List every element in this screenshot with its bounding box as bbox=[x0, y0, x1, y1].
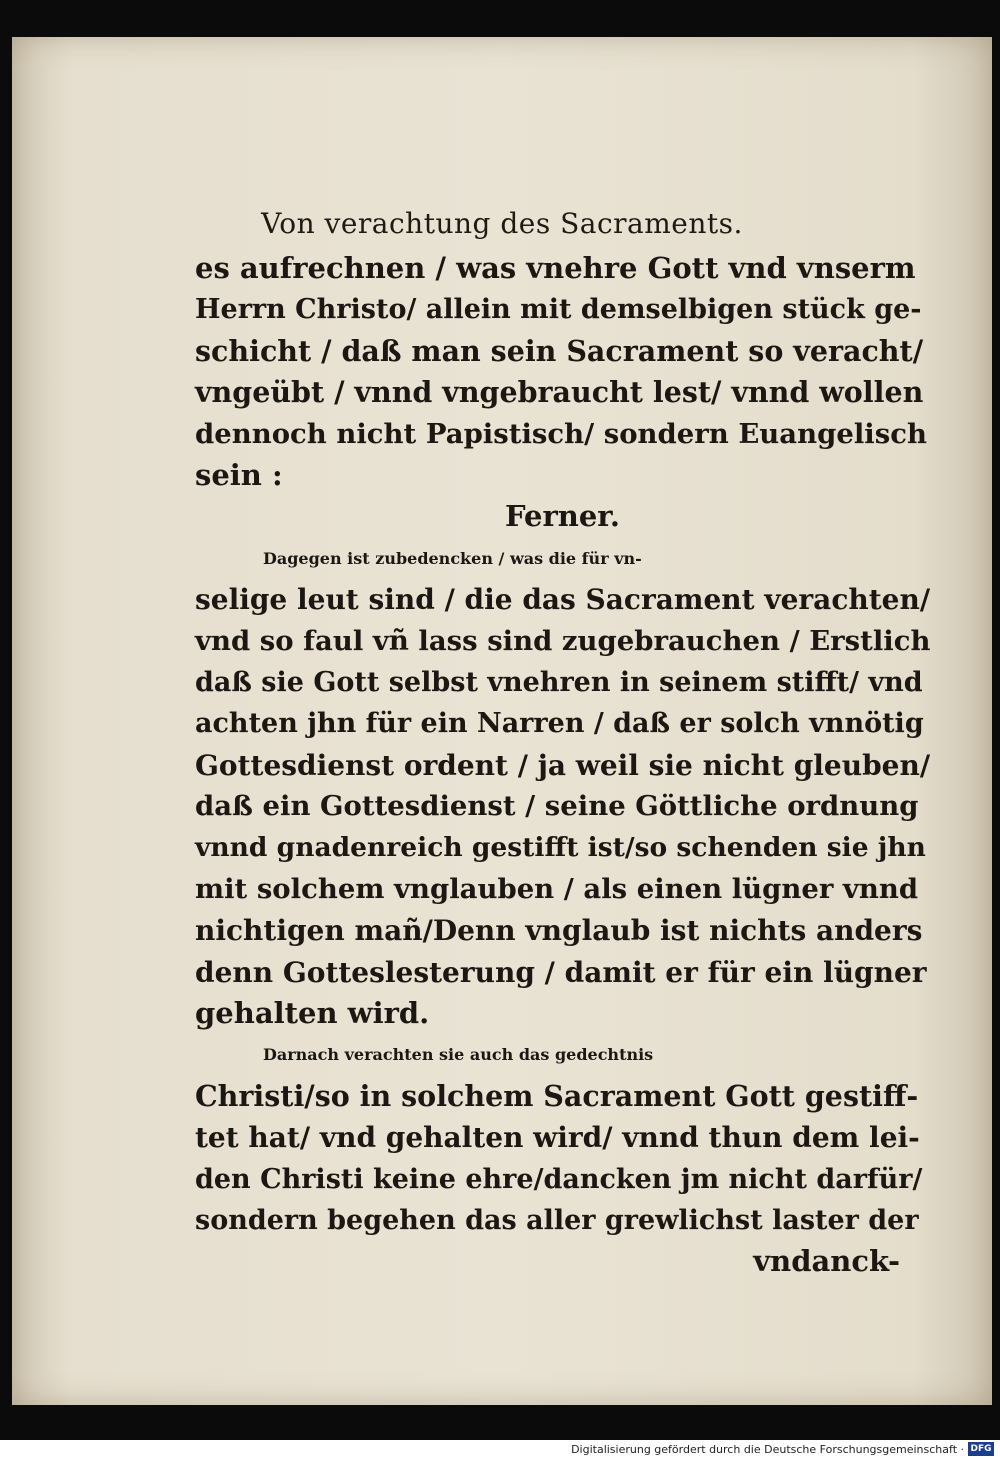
running-header: Von verachtung des Sacraments. bbox=[261, 207, 743, 240]
text-line: sein : bbox=[195, 457, 283, 492]
text-line: achten jhn für ein Narren / daß er solch vnnötig bbox=[195, 708, 924, 740]
section-title: Ferner. bbox=[505, 499, 620, 534]
paragraph-first-line: Dagegen ist zubedencken / was die für vn- bbox=[263, 548, 642, 568]
text-line: gehalten wird. bbox=[195, 996, 430, 1031]
dfg-logo[interactable]: DFG bbox=[968, 1442, 994, 1456]
text-line: nichtigen mañ/Denn vnglaub ist nichts anders bbox=[195, 914, 923, 948]
text-line: Herrn Christo/ allein mit demselbigen stück ge- bbox=[195, 294, 922, 326]
catchword: vndanck- bbox=[753, 1244, 900, 1279]
text-line: dennoch nicht Papistisch/ sondern Euangelisch bbox=[195, 417, 927, 450]
text-line: tet hat/ vnd gehalten wird/ vnnd thun dem lei- bbox=[195, 1121, 920, 1155]
page-body bbox=[195, 248, 930, 1283]
paragraph-first-line: Darnach verachten sie auch das gedechtnis bbox=[263, 1045, 654, 1065]
text-line: vngeübt / vnnd vngebraucht lest/ vnnd wollen bbox=[195, 375, 924, 410]
text-line: mit solchem vnglauben / als einen lügner vnnd bbox=[195, 872, 919, 905]
text-line: daß ein Gottesdienst / seine Göttliche ordnung bbox=[195, 790, 919, 823]
text-line: selige leut sind / die das Sacrament verachten/ bbox=[195, 583, 931, 617]
text-line: es aufrechnen / was vnehre Gott vnd vnserm bbox=[195, 251, 916, 285]
text-line: vnnd gnadenreich gestifft ist/so schenden sie jhn bbox=[195, 832, 926, 864]
footer-bar bbox=[0, 1440, 1000, 1459]
text-line: daß sie Gott selbst vnehren in seinem stifft/ vnd bbox=[195, 666, 923, 698]
text-line: Christi/so in solchem Sacrament Gott gestiff- bbox=[195, 1078, 919, 1113]
funding-credit: Digitalisierung gefördert durch die Deutsche Forschungsgemeinschaft · bbox=[571, 1443, 964, 1456]
text-line: schicht / daß man sein Sacrament so veracht/ bbox=[195, 333, 924, 368]
text-line: denn Gotteslesterung / damit er für ein lügner bbox=[195, 955, 927, 989]
text-line: vnd so faul vñ lass sind zugebrauchen / Erstlich bbox=[195, 624, 931, 657]
text-line: den Christi keine ehre/dancken jm nicht darfür/ bbox=[195, 1163, 923, 1195]
text-line: sondern begehen das aller grewlichst laster der bbox=[195, 1204, 919, 1236]
book-page bbox=[12, 37, 992, 1405]
text-line: Gottesdienst ordent / ja weil sie nicht gleuben/ bbox=[195, 748, 931, 782]
